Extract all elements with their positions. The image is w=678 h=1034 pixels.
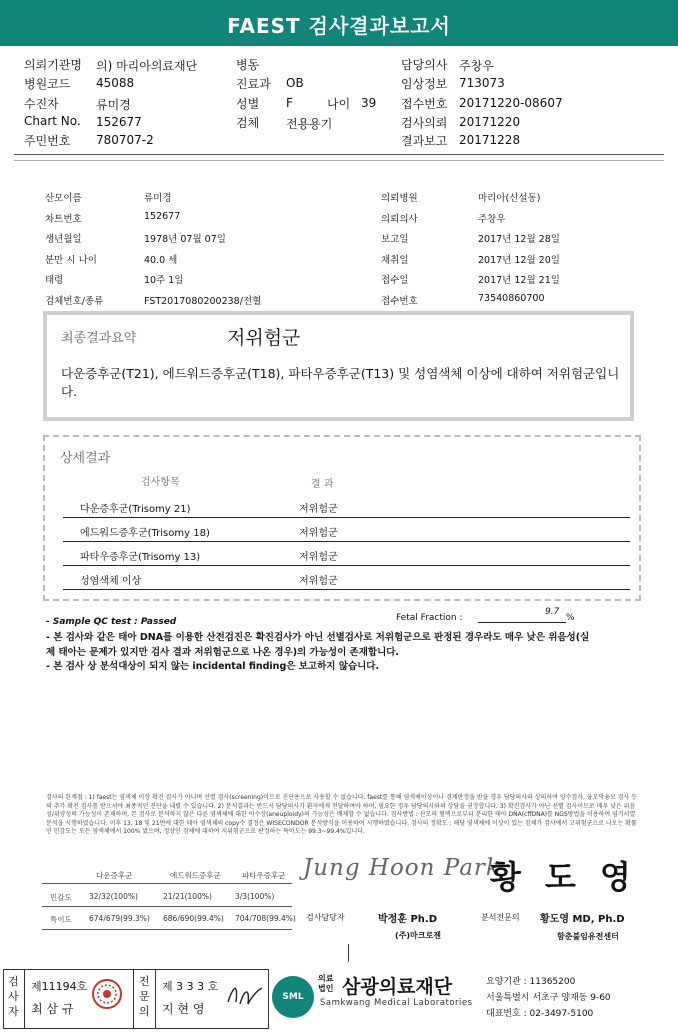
footer-sep-1 [24, 969, 25, 1029]
sml-logo: SML [272, 976, 314, 1018]
footer-sep-2 [133, 969, 134, 1029]
patient-value: 마리아(신설동) [478, 193, 541, 204]
patient-key: 접수번호 [381, 296, 418, 307]
footer-sep-3 [155, 969, 156, 1029]
header-value: 20171220 [459, 115, 521, 129]
stats-line [42, 883, 292, 884]
patient-key: 분만 시 나이 [45, 254, 97, 266]
disclaimer-text: 검사의 한계점 : 1) faest는 염색체 이상 확진 검사가 아니며 선별 검사(screening)이므로 진단용으로 사용할 수 없습니다. faest를 통해 염색체이상이나 경계판정을 받을 경우 담당의사와 상의하여 양수검사, 융모막융모 검사 등의 추가 확진 검사를 받으셔야 최종적인 진단을 내릴 수 있습니다. 2) 분석결과는 반드시 담당의사가 환자에게 전달하여야 하며, 필요한 경우 담당의사와의 상담을 권장합니다. 3) 확진검사가 아닌 선별 검사이므로 매우 낮은 위음성/위양성의 가능성이 존재하며, 본 검사로 분석하지 않은 다른 염색체에 대한 이수성(aneuploidy)의 가능성은 배제할 수 없습니다. 검사방법 : 산모의 혈액으로부터 분리한 태아 DNA(cffDNA)를 NGS방법을 이용하여 염기서열분석을 시행하였습니다. 이후 13, 18 및 21번에 대한 태아 염색체의 copy수 결정은 WISECONDOR 분석방식을 이용하여 시행하였습니다. 검사의 정확도 : 해당 염색체에 이상이 있는 검체가 검사에서 고위험군으로 나오는 확률인 민감도는 모든 염색체에서 100% 였으며, 정상인 검체에 대하여 저위험군으로 판정하는 특이도는 99.3~99.4%입니다. [46, 794, 637, 835]
header-key: 병동 [236, 58, 260, 72]
patient-key: 채취일 [381, 254, 409, 266]
footer-role-1: 검 사 자 [8, 975, 19, 1018]
col-result-header: 결 과 [311, 479, 334, 490]
org-2: 함춘불임유전센터 [557, 932, 619, 941]
header-value: 류미경 [96, 98, 131, 112]
note-1: - 본 검사와 같은 태아 DNA를 이용한 산전검진은 확진검사가 아닌 선별검사로 저위험군으로 판정된 경우라도 매우 낮은 위음성(실 [46, 632, 590, 643]
stats-row-label: 민감도 [50, 893, 72, 902]
table-row [63, 493, 630, 518]
header-value: 20171228 [459, 133, 521, 147]
role-2: 분석전문의 [481, 913, 520, 922]
stats-value: 3/3(100%) [235, 892, 275, 901]
patient-value: 2017년 12월 21일 [478, 275, 560, 287]
name-2: 황도영 MD, Ph.D [540, 914, 625, 925]
stats-col-header: 다운증후군 [96, 871, 133, 880]
summary-box [43, 311, 634, 421]
stats-row-label: 특이도 [50, 915, 72, 924]
header-value: 주창우 [459, 59, 494, 73]
role-1: 검사담당자 [306, 913, 345, 922]
stats-value: 32/32(100%) [89, 892, 138, 901]
summary-result: 저위험군 [227, 327, 301, 349]
header-value: 713073 [459, 76, 505, 90]
header-key: 임상정보 [401, 77, 448, 91]
org-1: (주)마크로젠 [395, 931, 441, 940]
patient-value: 2017년 12월 28일 [478, 234, 560, 246]
name-1: 박정훈 Ph.D [378, 914, 438, 925]
patient-key: 접수일 [381, 275, 409, 287]
header-value: 45088 [96, 76, 135, 90]
patient-key: 태령 [45, 275, 64, 287]
detail-label: 상세결과 [60, 451, 111, 466]
patient-value: 40.0 세 [144, 254, 178, 266]
header-value: OB [286, 76, 304, 90]
detail-item: 파타우증후군(Trisomy 13) [80, 552, 201, 563]
summary-label: 최종결과요약 [61, 331, 137, 346]
header-key: 성별 [236, 97, 260, 111]
header-age-value: 39 [361, 96, 377, 110]
stats-value: 21/21(100%) [163, 892, 212, 901]
header-key: 주민번호 [24, 134, 71, 148]
header-value: 152677 [96, 115, 142, 129]
table-row [63, 565, 630, 590]
patient-value: 류미경 [144, 193, 172, 204]
note-1b: 제 태아는 문제가 있지만 검사 결과 저위험군으로 나온 경우)의 가능성이 존재합니다. [46, 647, 400, 658]
table-row [63, 541, 630, 566]
signature-hwang: 황도영 [490, 858, 655, 896]
patient-key: 검체번호/종류 [45, 296, 104, 307]
patient-value: 73540860700 [478, 293, 545, 304]
patient-key: 보고일 [381, 234, 409, 246]
footer-role-2: 전 문 의 [139, 975, 150, 1018]
header-key: 접수번호 [401, 97, 448, 111]
footer [0, 966, 678, 1034]
patient-key: 생년월일 [45, 234, 82, 246]
fetal-fraction-line [478, 622, 566, 623]
header-divider-2 [14, 160, 664, 161]
stats-line [42, 929, 292, 930]
detail-item: 성염색체 이상 [80, 576, 142, 587]
header-key: 담당의사 [401, 58, 448, 72]
header-value: 의) 마리아의료재단 [96, 59, 198, 73]
seal-icon [91, 978, 123, 1010]
stats-line [42, 906, 292, 907]
note-2: - 본 검사 상 분석대상이 되지 않는 incidental finding은 보고하지 않습니다. [46, 661, 380, 672]
corp-name-en: Samkwang Medical Laboratories [320, 998, 473, 1008]
header-key: 의뢰기관명 [24, 58, 82, 72]
header-key: 진료과 [236, 77, 271, 91]
detail-result: 저위험군 [299, 552, 338, 563]
header-key: 결과보고 [401, 134, 448, 148]
header-key: Chart No. [24, 114, 81, 128]
patient-key: 의뢰의사 [381, 213, 418, 225]
footer-name-2: 지 현 영 [162, 1002, 205, 1016]
footer-no-1: 제11194호 [31, 980, 88, 993]
stats-col-header: 파타우증후군 [242, 871, 286, 880]
signature-icon [224, 980, 264, 1010]
patient-value: 주창우 [478, 213, 506, 225]
header-value: 20171220-08607 [459, 96, 563, 110]
detail-result: 저위험군 [299, 504, 338, 515]
table-row [63, 517, 630, 542]
sign-tick [348, 944, 349, 962]
patient-key: 산모이름 [45, 193, 82, 204]
patient-value: FST2017080200238/전혈 [144, 296, 262, 307]
sample-qc: - Sample QC test : Passed [46, 617, 177, 627]
header-key: 검체 [236, 116, 260, 130]
signature-park: Jung Hoon Park [303, 855, 501, 881]
patient-value: 10주 1일 [144, 275, 184, 287]
footer-no-2: 제 3 3 3 호 [162, 980, 219, 993]
addr-3: 대표번호 : 02-3497-5100 [486, 1009, 594, 1019]
fetal-fraction-label: Fetal Fraction : [396, 613, 463, 623]
header-age-key: 나이 [327, 97, 351, 111]
corp-name: 삼광의료재단 [342, 976, 453, 998]
header-divider [14, 154, 664, 155]
col-item-header: 검사항목 [141, 477, 180, 488]
header-value: 전용용기 [286, 117, 333, 131]
fetal-fraction-unit: % [566, 613, 575, 623]
header-key: 수진자 [24, 97, 59, 111]
patient-value: 1978년 07월 07일 [144, 234, 226, 246]
detail-result: 저위험군 [299, 528, 338, 539]
detail-item: 다운증후군(Trisomy 21) [80, 504, 191, 515]
patient-key: 차트번호 [45, 213, 82, 225]
report-title: FAEST 검사결과보고서 [0, 0, 678, 46]
stats-value: 686/690(99.4%) [163, 914, 224, 923]
header-value: F [286, 96, 293, 110]
patient-value: 152677 [144, 210, 181, 222]
patient-key: 의뢰병원 [381, 193, 418, 204]
addr-2: 서울특별시 서초구 양재동 9-60 [486, 993, 611, 1003]
detail-result: 저위험군 [299, 576, 338, 587]
stats-value: 674/679(99.3%) [89, 914, 150, 923]
footer-name-1: 최 삼 규 [31, 1002, 74, 1016]
header-key: 병원코드 [24, 77, 71, 91]
addr-1: 요양기관 : 11365200 [486, 977, 576, 987]
summary-text: 다운증후군(T21), 에드워드증후군(T18), 파타우증후군(T13) 및 성염색체 이상에 대하여 저위험군입니다. [61, 366, 620, 399]
stats-col-header: 에드워드증후군 [170, 871, 221, 880]
detail-item: 에드워드증후군(Trisomy 18) [80, 528, 210, 539]
corp-small: 의료 법인 [318, 974, 334, 993]
header-value: 780707-2 [96, 133, 154, 147]
header-key: 검사의뢰 [401, 116, 448, 130]
stats-value: 704/708(99.4%) [235, 914, 296, 923]
patient-value: 2017년 12월 20일 [478, 254, 560, 266]
fetal-fraction-value: 9.7 [545, 607, 560, 617]
